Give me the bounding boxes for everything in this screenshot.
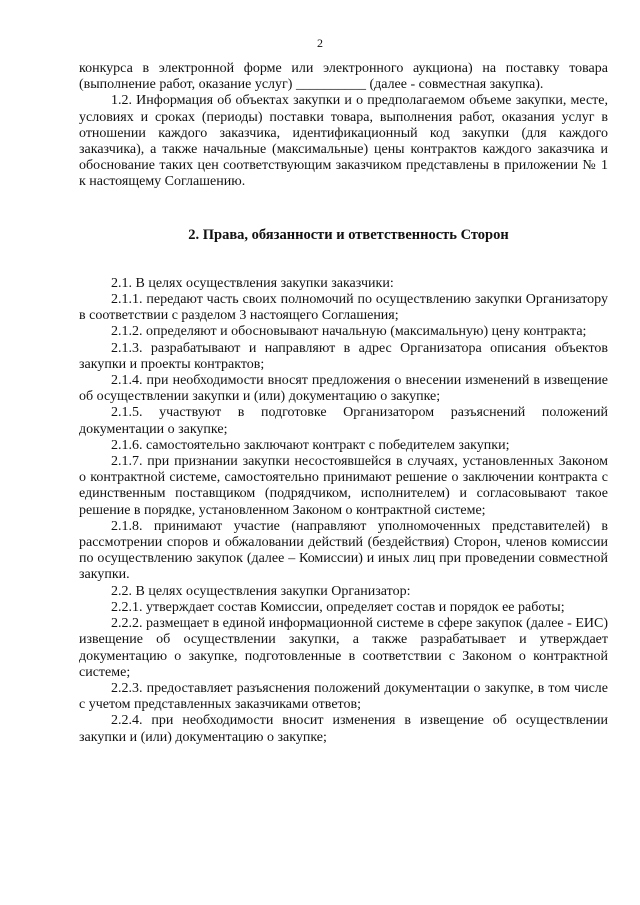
section-heading: 2. Права, обязанности и ответственность Сторон [188,226,509,243]
paragraph: 2.1.4. при необходимости вносят предложения о внесении изменений в извещение об осуществлении закупки и (или) документацию о закупке; [79,373,608,405]
paragraph: 2.1.8. принимают участие (направляют уполномоченных представителей) в рассмотрении споров и обжаловании действий (бездействия) Сторон, членов комиссии по осуществлению закупок (далее – Комиссии) и иных лиц при проведении совместной закупки. [79,518,608,583]
page-number: 2 [317,36,323,50]
paragraph: 2.1.1. передают часть своих полномочий по осуществлению закупки Организатору в соответствии с разделом 3 настоящего Соглашения; [79,292,608,324]
paragraph: 2.2.1. утверждает состав Комиссии, определяет состав и порядок ее работы; [111,599,565,615]
paragraph: 2.2.2. размещает в единой информационной системе в сфере закупок (далее - ЕИС) извещение об осуществлении закупки, а также разрабатывает и утверждает документацию о закупке, подготовленные в соответствии с Законом о контрактной системе; [79,616,608,680]
paragraph: 2.1.7. при признании закупки несостоявшейся в случаях, установленных Законом о контрактной системе, самостоятельно принимают решение о заключении контракта с единственным поставщиком (подрядчиком, исполнителем) и согласовывают такое решение в порядке, установленном Законом о контрактной системе; [79,454,608,518]
paragraph: 2.1.3. разрабатывают и направляют в адрес Организатора описания объектов закупки и проекты контрактов; [79,340,608,372]
paragraph: 2.2.4. при необходимости вносит изменения в извещение об осуществлении закупки и (или) документацию о закупке; [79,713,608,745]
section-paragraphs [79,276,608,746]
paragraph: конкурса в электронной форме или электронного аукциона) на поставку товара (выполнение работ, оказание услуг) __________ (далее - совместная закупка). [79,61,608,93]
paragraph: 2.2. В целях осуществления закупки Организатор: [111,583,411,599]
paragraph: 2.2.3. предоставляет разъяснения положений документации о закупке, в том числе с учетом представленных заказчиками ответов; [79,680,608,713]
paragraph: 2.1.2. определяют и обосновывают начальную (максимальную) цену контракта; [111,324,587,340]
paragraph: 2.1.6. самостоятельно заключают контракт с победителем закупки; [111,437,510,453]
paragraph: 1.2. Информация об объектах закупки и о предполагаемом объеме закупки, месте, условиях и сроках (периоды) поставки товара, выполнения работ, оказания услуг в отношении каждого заказчика, идентификационный код закупки (для каждого заказчика), а также начальные (максимальные) цены контрактов каждого заказчика и обоснование таких цен соответствующим заказчиком представлены в приложении № 1 к настоящему Соглашению. [79,93,608,190]
paragraph: 2.1.5. участвуют в подготовке Организатором разъяснений положений документации о закупке; [79,405,608,437]
document-body [79,61,608,746]
intro-paragraphs [79,61,608,191]
paragraph: 2.1. В целях осуществления закупки заказчики: [111,275,394,291]
